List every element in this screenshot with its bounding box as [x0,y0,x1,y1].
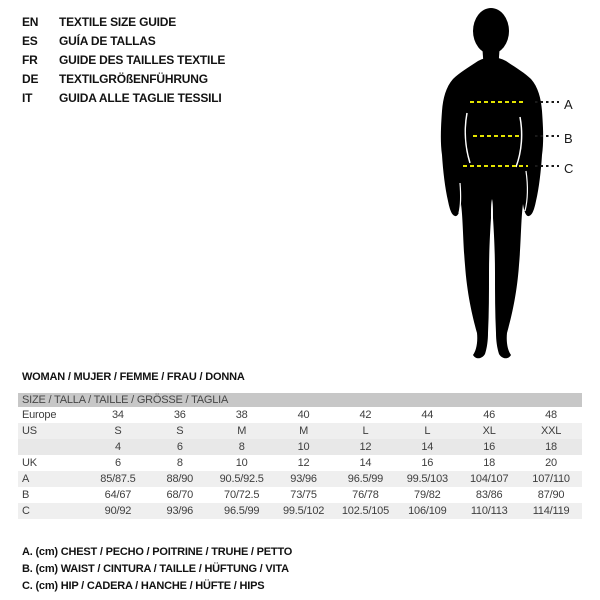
table-cell: 70/72.5 [224,489,260,501]
measure-label-a: A [564,97,573,112]
table-cell: 12 [359,441,372,453]
language-row-en [22,13,225,32]
table-cell: 99.5/103 [406,473,448,485]
table-cell: 14 [421,441,434,453]
table-cell: 96.5/99 [347,473,384,485]
row-label: B [22,489,30,501]
table-row-c [18,503,582,519]
table-cell: 18 [483,457,496,469]
row-label: UK [22,457,37,469]
table-cell: XXL [540,425,562,437]
table-cell: 93/96 [166,505,194,517]
measure-label-c: C [564,161,574,176]
language-title: TEXTILGRÖßENFÜHRUNG [59,72,208,86]
language-code: ES [22,34,38,48]
table-cell: 42 [359,409,372,421]
size-table-header: SIZE / TALLA / TAILLE / GRÖSSE / TAGLIA [18,393,582,407]
measure-label-b: B [564,131,573,146]
row-label: C [22,505,30,517]
table-cell: 99.5/102 [282,505,325,517]
table-row-europe [18,407,582,423]
legend-line-c: C. (cm) HIP / CADERA / HANCHE / HÜFTE / HIPS [22,580,265,592]
table-cell: 64/67 [104,489,132,501]
table-cell: 6 [114,457,121,469]
woman-silhouette-figure [425,3,600,369]
measurement-legend [22,544,292,595]
table-cell: 83/86 [475,489,503,501]
language-row-it [22,89,225,108]
table-cell: 8 [176,457,183,469]
table-cell: 38 [235,409,248,421]
table-cell: XL [482,425,496,437]
table-cell: 102.5/105 [341,505,389,517]
table-cell: M [237,425,247,437]
table-row-us [18,423,582,439]
table-cell: 4 [114,441,121,453]
table-cell: 18 [545,441,557,453]
table-cell: 44 [421,409,434,421]
language-title: GUÍA DE TALLAS [59,34,156,48]
table-row-uk [18,455,582,471]
table-cell: 8 [238,441,245,453]
table-row-a [18,471,582,487]
table-cell: 20 [545,457,557,469]
table-cell: S [176,425,184,437]
row-label [18,439,87,455]
table-cell: 46 [483,409,496,421]
table-cell: S [114,425,122,437]
table-cell: 93/96 [290,473,317,485]
table-cell: 34 [112,409,124,421]
language-row-de [22,70,225,89]
woman-silhouette [425,3,600,369]
table-cell: 40 [297,409,310,421]
table-cell: L [424,425,431,437]
table-cell: 12 [297,457,310,469]
language-title: GUIDA ALLE TAGLIE TESSILI [59,91,222,105]
table-cell: 96.5/99 [224,505,260,517]
language-code: EN [22,15,39,29]
language-row-fr [22,51,225,70]
table-cell: 10 [235,457,248,469]
row-label: US [22,425,37,437]
table-cell: 104/107 [470,473,509,485]
table-cell: 90/92 [104,505,132,517]
language-title-list [22,13,225,108]
table-cell: 16 [483,441,496,453]
table-cell: M [299,425,309,437]
table-cell: 110/113 [470,505,508,517]
language-title: GUIDE DES TAILLES TEXTILE [59,53,226,67]
table-cell: 6 [176,441,183,453]
table-cell: 48 [545,409,557,421]
table-row-b [18,487,582,503]
row-label: Europe [22,409,57,421]
row-label: A [22,473,30,485]
table-cell: 90.5/92.5 [219,473,264,485]
table-cell: 88/90 [166,473,194,485]
table-cell: L [362,425,369,437]
table-cell: 10 [297,441,310,453]
language-code: IT [22,91,33,105]
legend-line-b: B. (cm) WAIST / CINTURA / TAILLE / HÜFTUNG / VITA [22,563,289,575]
size-table [18,393,582,519]
table-cell: 87/90 [537,489,565,501]
table-cell: 106/109 [408,505,447,517]
table-row-us-numeric [18,439,582,455]
language-code: FR [22,53,38,67]
language-row-es [22,32,225,51]
size-table-body [18,407,582,519]
table-cell: 79/82 [414,489,441,501]
language-code: DE [22,72,39,86]
table-cell: 107/110 [532,473,570,485]
language-title: TEXTILE SIZE GUIDE [59,15,177,29]
table-cell: 68/70 [166,489,194,501]
legend-line-a: A. (cm) CHEST / PECHO / POITRINE / TRUHE / PETTO [22,546,293,558]
table-cell: 76/78 [352,489,379,501]
table-cell: 16 [421,457,434,469]
table-cell: 36 [173,409,186,421]
table-cell: 85/87.5 [100,473,136,485]
table-cell: 14 [359,457,372,469]
table-title: WOMAN / MUJER / FEMME / FRAU / DONNA [22,371,245,383]
table-cell: 114/119 [532,505,570,517]
table-cell: 73/75 [290,489,317,501]
